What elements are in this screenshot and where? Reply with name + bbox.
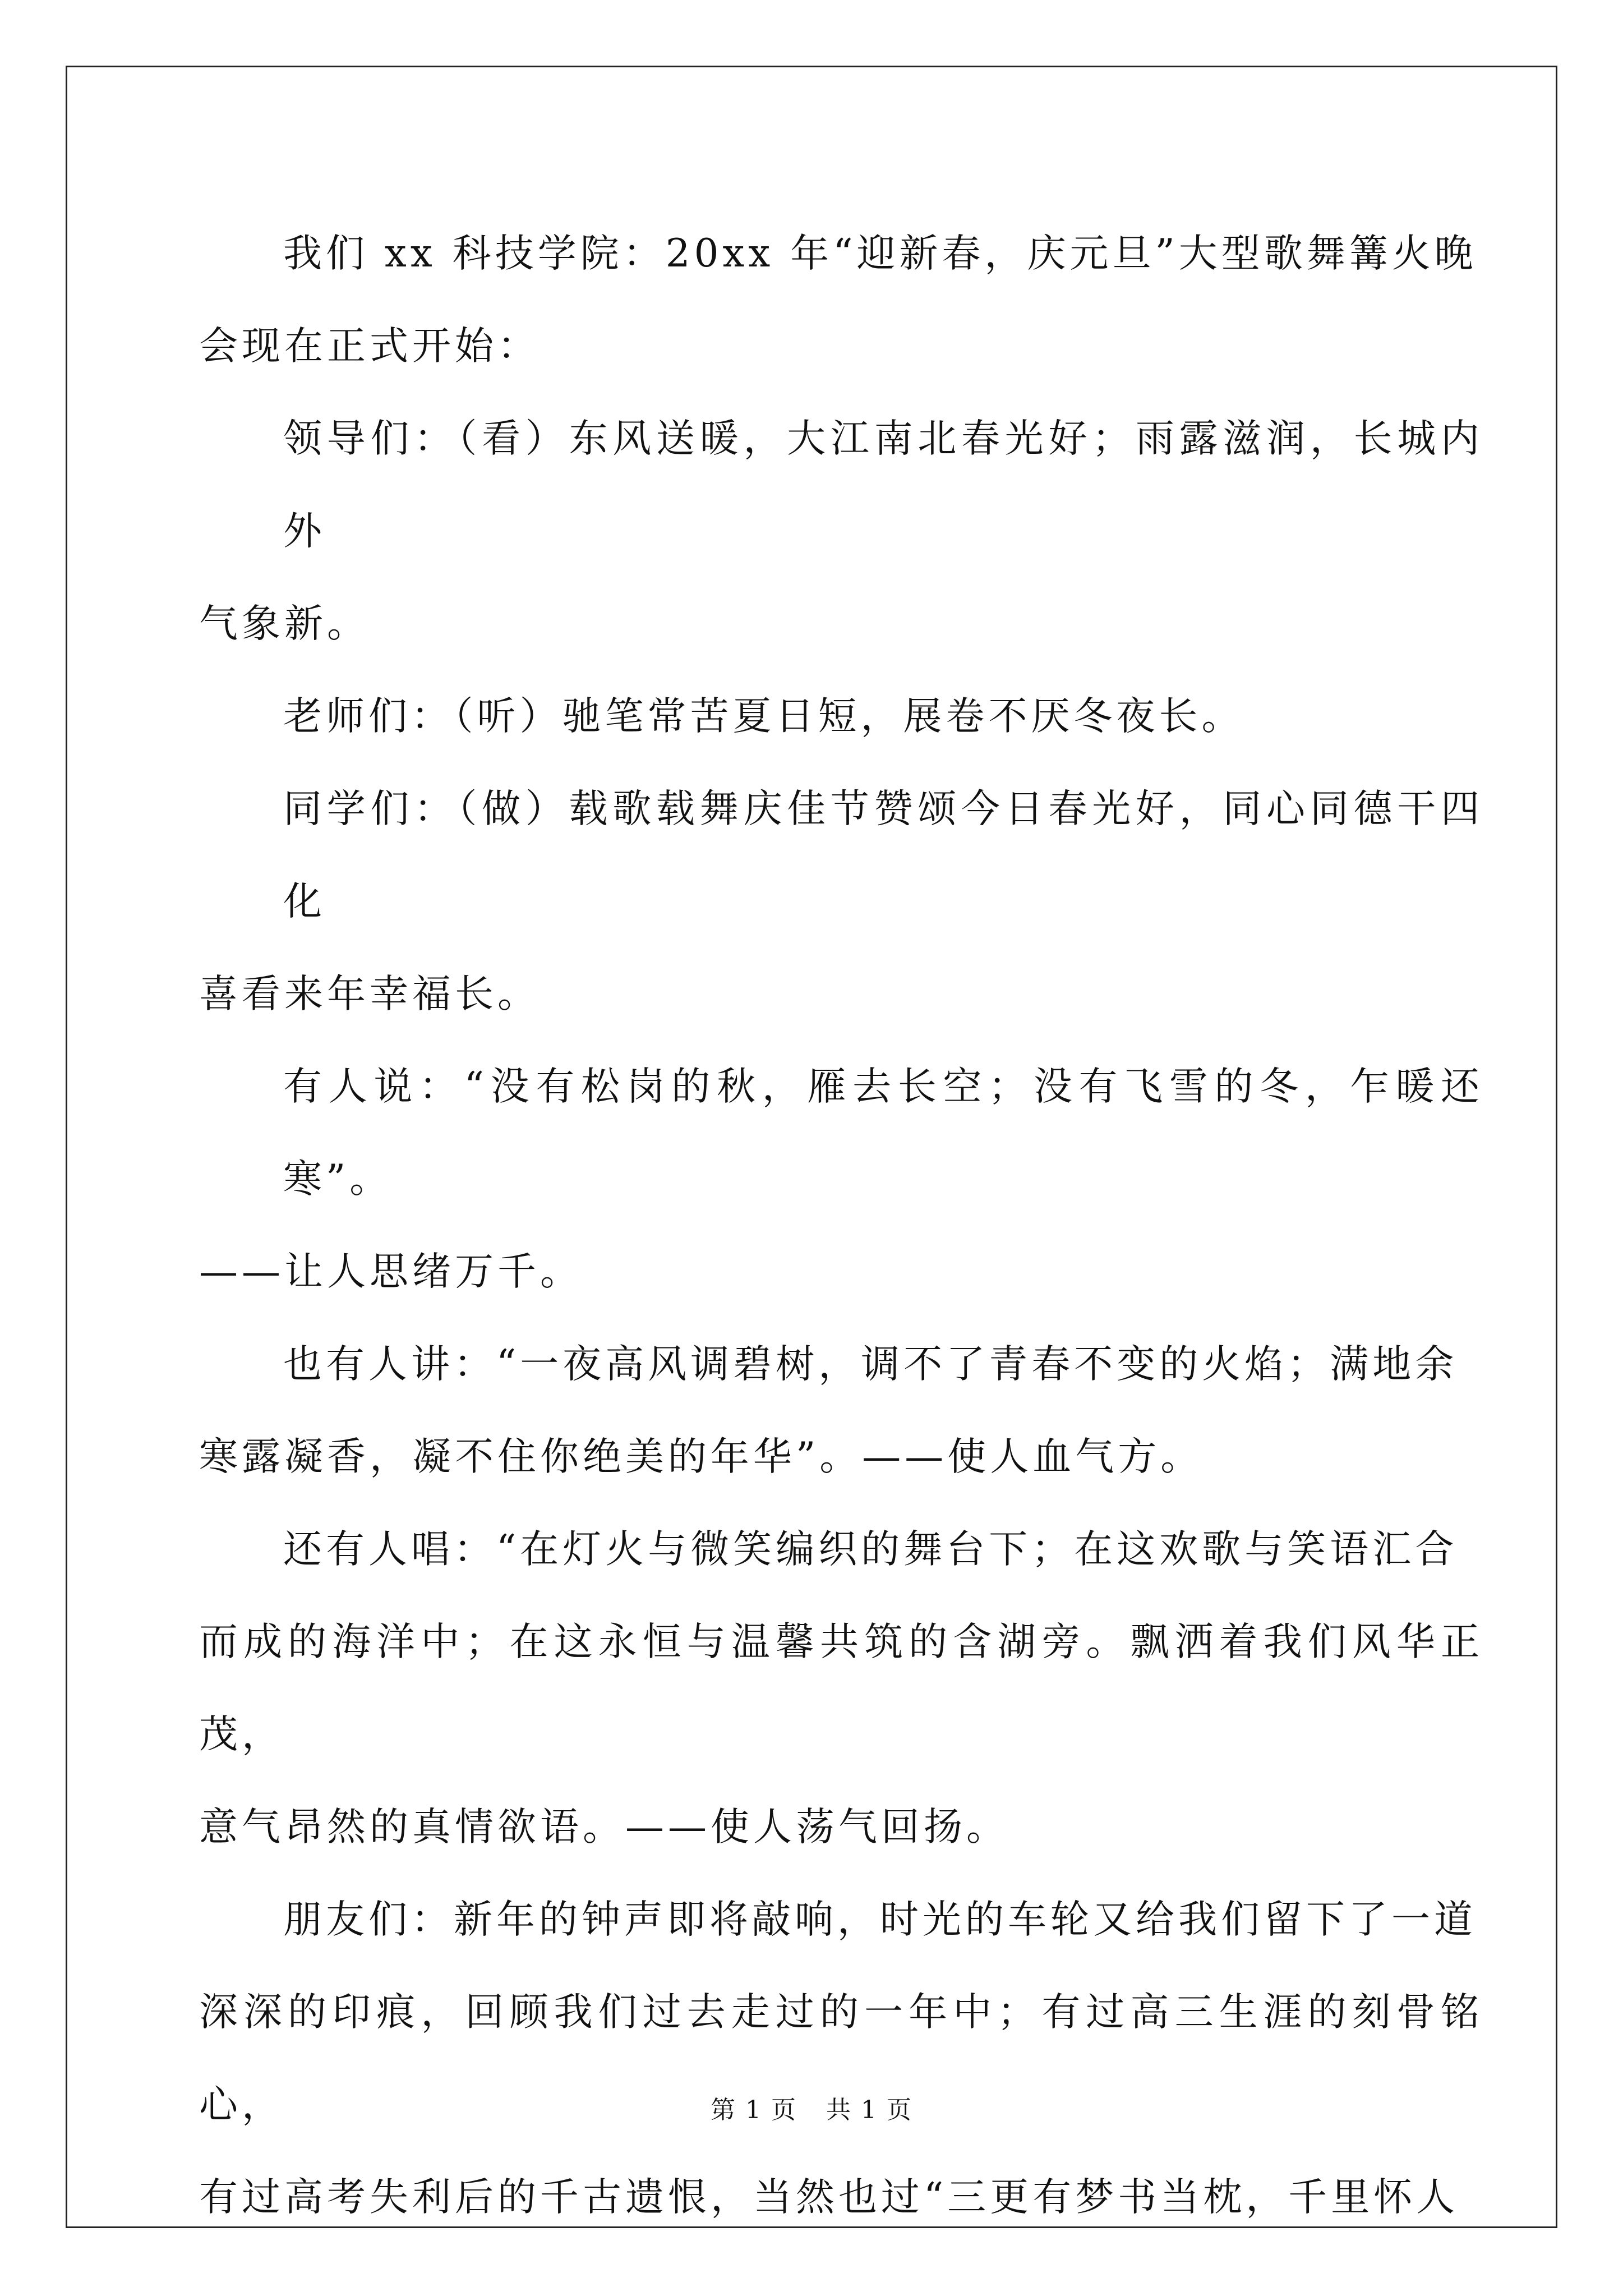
paragraph-line: 意气昂然的真情欲语。——使人荡气回扬。	[199, 1805, 1009, 1849]
paragraph-line: 会现在正式开始：	[199, 324, 540, 369]
paragraph-someone-spoke	[199, 1318, 1483, 1503]
paragraph-line: 深深的印痕，回顾我们过去走过的一年中；有过高三生涯的刻骨铭心，	[199, 1990, 1483, 2127]
paragraph-students	[199, 763, 1483, 1041]
paragraph-line: 喜看来年幸福长。	[199, 972, 540, 1016]
paragraph-line: 朋友们：新年的钟声即将敲响，时光的车轮又给我们留下了一道	[283, 1897, 1477, 1942]
paragraph-line: 我们 xx 科技学院：20xx 年“迎新春，庆元旦”大型歌舞篝火晚	[283, 231, 1477, 276]
paragraph-line: 有人说：“没有松岗的秋，雁去长空；没有飞雪的冬，乍暖还寒”。	[283, 1064, 1483, 1202]
paragraph-line: ——让人思绪万千。	[199, 1249, 583, 1294]
paragraph-line: 而成的海洋中；在这永恒与温馨共筑的含湖旁。飘洒着我们风华正茂，	[199, 1619, 1483, 1757]
paragraph-opening	[199, 208, 1483, 393]
paragraph-line: 还有人唱：“在灯火与微笑编织的舞台下；在这欢歌与笑语汇合	[283, 1527, 1458, 1572]
paragraph-line: 气象新。	[199, 601, 370, 646]
paragraph-someone-said	[199, 1041, 1483, 1318]
paragraph-someone-sang	[199, 1503, 1483, 1874]
paragraph-friends	[199, 1874, 1483, 2244]
paragraph-teachers	[199, 670, 1483, 763]
paragraph-line: 领导们：（看）东风送暖，大江南北春光好；雨露滋润，长城内外	[283, 416, 1483, 554]
page-footer	[0, 2090, 1623, 2125]
paragraph-line: 也有人讲：“一夜高风调碧树，调不了青春不变的火焰；满地余	[283, 1342, 1458, 1387]
page-number: 第 1 页	[711, 2096, 797, 2124]
document-body	[199, 208, 1483, 2244]
paragraph-line: 老师们：（听）驰笔常苦夏日短，展卷不厌冬夜长。	[283, 694, 1244, 739]
paragraph-line: 有过高考失利后的千古遗恨，当然也过“三更有梦书当枕，千里怀人	[199, 2175, 1459, 2220]
paragraph-leaders	[199, 393, 1483, 670]
paragraph-line: 寒露凝香，凝不住你绝美的年华”。——使人血气方。	[199, 1434, 1204, 1479]
paragraph-line: 同学们：（做）载歌载舞庆佳节赞颂今日春光好，同心同德干四化	[283, 786, 1483, 924]
page-total: 共 1 页	[826, 2096, 912, 2124]
